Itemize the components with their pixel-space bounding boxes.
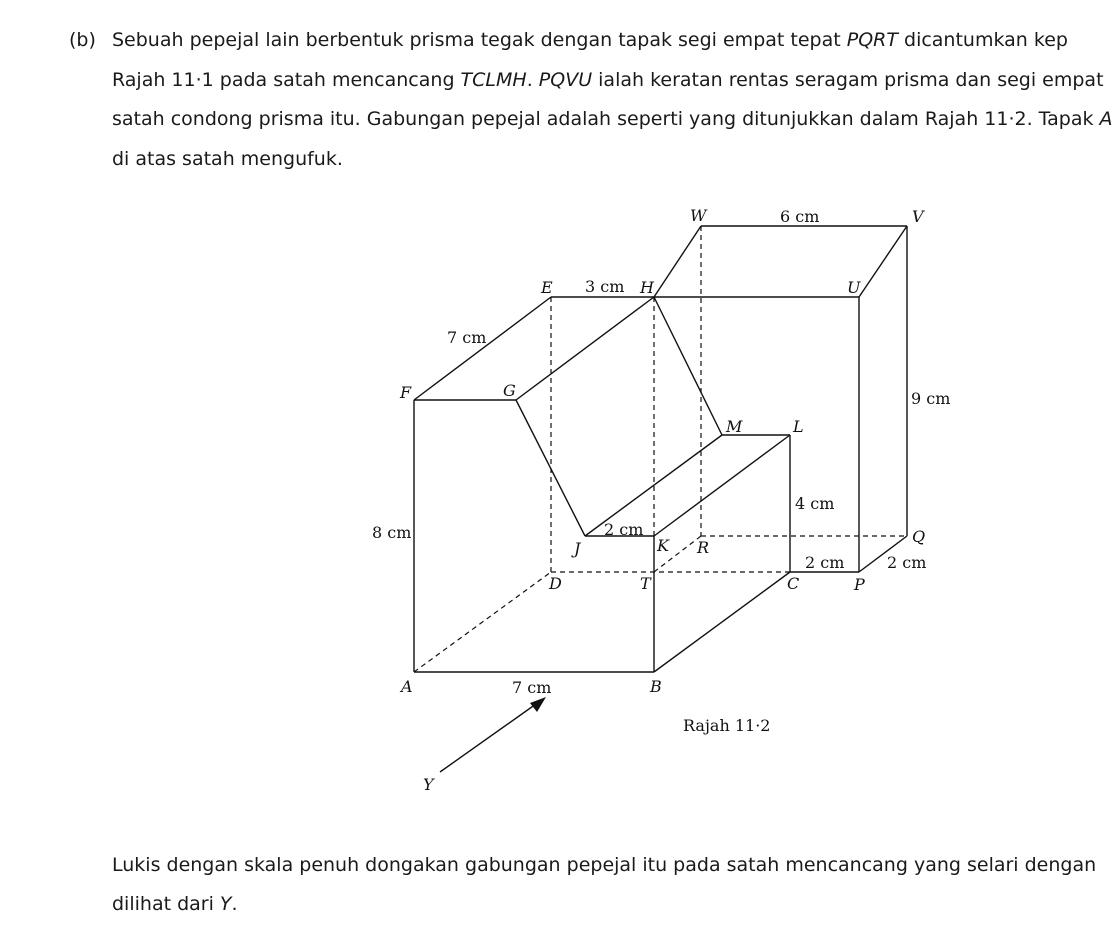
edge-HM <box>654 297 722 435</box>
question-line-4: di atas satah mengufuk. <box>112 147 343 170</box>
instruction-text <box>112 852 1097 930</box>
vertex-label-H: H <box>640 278 654 297</box>
text-segment: Rajah 11·1 pada satah mencancang <box>112 68 461 91</box>
text-italic-A: A <box>1099 108 1113 130</box>
text-segment: dilihat dari <box>112 893 220 915</box>
text-segment: satah condong prisma itu. Gabungan pepejal adalah seperti yang ditunjukkan dalam Rajah 11·2. Tapak <box>112 108 1100 130</box>
vertex-label-R: R <box>697 538 710 557</box>
solid-edges <box>414 226 907 672</box>
vertex-label-K: K <box>657 536 669 555</box>
text-italic-TCLMH: TCLMH <box>460 68 527 91</box>
dim-label-CP: 2 cm <box>805 553 845 572</box>
text-italic-PQVU: PQVU <box>538 68 593 91</box>
vertex-label-U: U <box>847 278 861 297</box>
vertex-label-D: D <box>549 574 562 593</box>
edge-KL <box>654 435 790 536</box>
dim-label-EH: 3 cm <box>585 277 625 296</box>
edge-HW <box>654 226 701 297</box>
vertex-label-A: A <box>401 677 413 696</box>
vertex-label-P: P <box>854 575 865 594</box>
vertex-label-C: C <box>787 574 800 593</box>
text-segment: dicantumkan kep <box>897 29 1068 51</box>
vertex-label-Q: Q <box>912 527 926 546</box>
vertex-label-M: M <box>726 417 743 436</box>
text-italic-PQRT: PQRT <box>846 29 898 51</box>
dim-label-AF: 8 cm <box>372 523 412 542</box>
vertex-label-E: E <box>541 278 553 297</box>
text-segment: . <box>526 68 539 91</box>
edge-FE <box>414 297 551 400</box>
dim-label-FE: 7 cm <box>447 328 487 347</box>
edge-GH <box>516 297 654 400</box>
vertex-label-W: W <box>690 206 707 225</box>
vertex-label-B: B <box>650 677 662 696</box>
hidden-edges <box>414 226 907 672</box>
dim-label-CL: 4 cm <box>795 494 835 513</box>
edge-UV <box>859 226 907 297</box>
dim-label-AB: 7 cm <box>512 678 552 697</box>
dim-label-WV: 6 cm <box>780 207 820 226</box>
text-italic-Y: Y <box>219 893 232 915</box>
edge-AD-hidden <box>414 572 551 672</box>
dim-label-PQ: 2 cm <box>887 553 927 572</box>
view-label-Y: Y <box>423 775 434 794</box>
text-segment: . <box>231 893 238 915</box>
dimension-labels <box>372 207 950 697</box>
dim-label-VQ: 9 cm <box>911 389 951 408</box>
vertex-label-F: F <box>400 383 412 402</box>
arrow-shaft <box>440 704 536 772</box>
instruction-line-1: Lukis dengan skala penuh dongakan gabungan pepejal itu pada satah mencancang yang selari dengan <box>112 854 1097 876</box>
text-segment: ialah keratan rentas seragam prisma dan segi empat <box>592 68 1104 91</box>
vertex-label-V: V <box>912 207 924 226</box>
view-arrow-Y <box>440 697 546 772</box>
vertex-label-L: L <box>793 417 804 436</box>
text-segment: Sebuah pepejal lain berbentuk prisma tegak dengan tapak segi empat tepat <box>112 29 847 51</box>
vertex-label-T: T <box>640 574 651 593</box>
arrow-head-icon <box>530 697 546 712</box>
vertex-label-G: G <box>503 381 516 400</box>
vertex-label-J: J <box>574 539 581 558</box>
dim-label-JK: 2 cm <box>604 520 644 539</box>
figure-caption: Rajah 11·2 <box>683 716 771 735</box>
question-label: (b) <box>69 29 96 51</box>
edge-BC <box>654 572 790 672</box>
instruction-line-2 <box>112 891 1041 930</box>
vertex-labels <box>399 206 925 794</box>
